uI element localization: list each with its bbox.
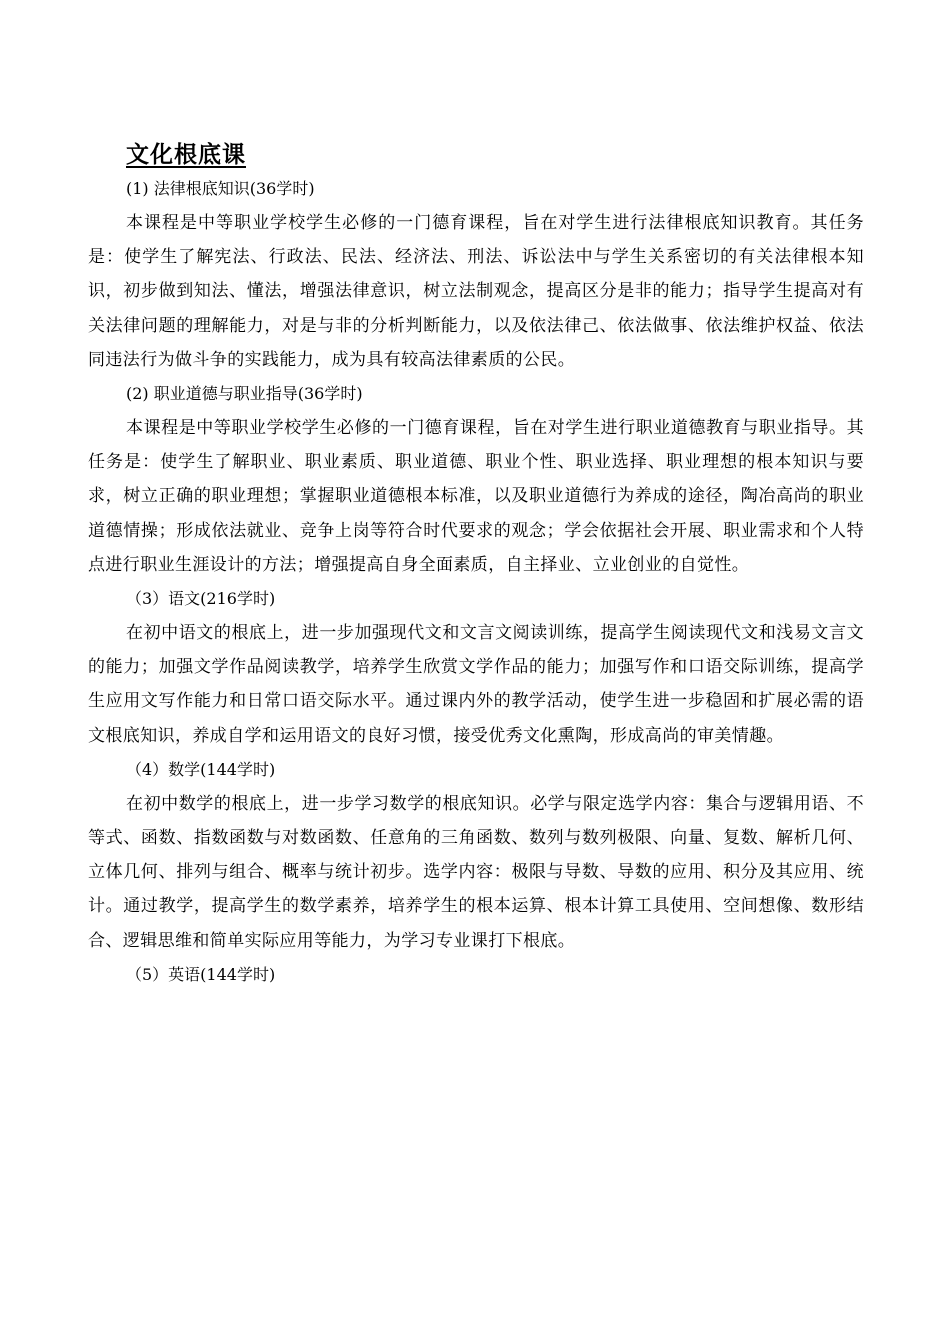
document-page — [88, 138, 864, 992]
section-body-law: 本课程是中等职业学校学生必修的一门德育课程，旨在对学生进行法律根底知识教育。其任务是：使学生了解宪法、行政法、民法、经济法、刑法、诉讼法中与学生关系密切的有关法律根本知识，初步做到知法、懂法，增强法律意识，树立法制观念，提高区分是非的能力；指导学生提高对有关法律问题的理解能力，对是与非的分析判断能力，以及依法律己、依法做事、依法维护权益、依法同违法行为做斗争的实践能力，成为具有较高法律素质的公民。 — [88, 213, 864, 370]
section-body-math: 在初中数学的根底上，进一步学习数学的根底知识。必学与限定选学内容：集合与逻辑用语、不等式、函数、指数函数与对数函数、任意角的三角函数、数列与数列极限、向量、复数、解析几何、立体几何、排列与组合、概率与统计初步。选学内容：极限与导数、导数的应用、积分及其应用、统计。通过教学，提高学生的数学素养，培养学生的根本运算、根本计算工具使用、空间想像、数形结合、逻辑思维和简单实际应用等能力，为学习专业课打下根底。 — [88, 793, 864, 951]
section-title-ethics: (2) 职业道德与职业指导(36学时) — [126, 384, 363, 404]
section-title-math: （4）数学(144学时) — [126, 759, 276, 779]
section-title-chinese: （3）语文(216学时) — [126, 589, 276, 609]
page-title: 文化根底课 — [126, 142, 246, 168]
section-body-ethics: 本课程是中等职业学校学生必修的一门德育课程，旨在对学生进行职业道德教育与职业指导。其任务是：使学生了解职业、职业素质、职业道德、职业个性、职业选择、职业理想的根本知识与要求，树立正确的职业理想；掌握职业道德根本标准，以及职业道德行为养成的途径，陶冶高尚的职业道德情操；形成依法就业、竞争上岗等符合时代要求的观念；学会依据社会开展、职业需求和个人特点进行职业生涯设计的方法；增强提高自身全面素质，自主择业、立业创业的自觉性。 — [88, 418, 864, 575]
section-title-law: (1) 法律根底知识(36学时) — [126, 179, 315, 198]
section-title-english: （5）英语(144学时) — [126, 964, 276, 984]
section-body-chinese: 在初中语文的根底上，进一步加强现代文和文言文阅读训练，提高学生阅读现代文和浅易文言文的能力；加强文学作品阅读教学，培养学生欣赏文学作品的能力；加强写作和口语交际训练，提高学生应用文写作能力和日常口语交际水平。通过课内外的教学活动，使学生进一步稳固和扩展必需的语文根底知识，养成自学和运用语文的良好习惯，接受优秀文化熏陶，形成高尚的审美情趣。 — [88, 623, 864, 746]
